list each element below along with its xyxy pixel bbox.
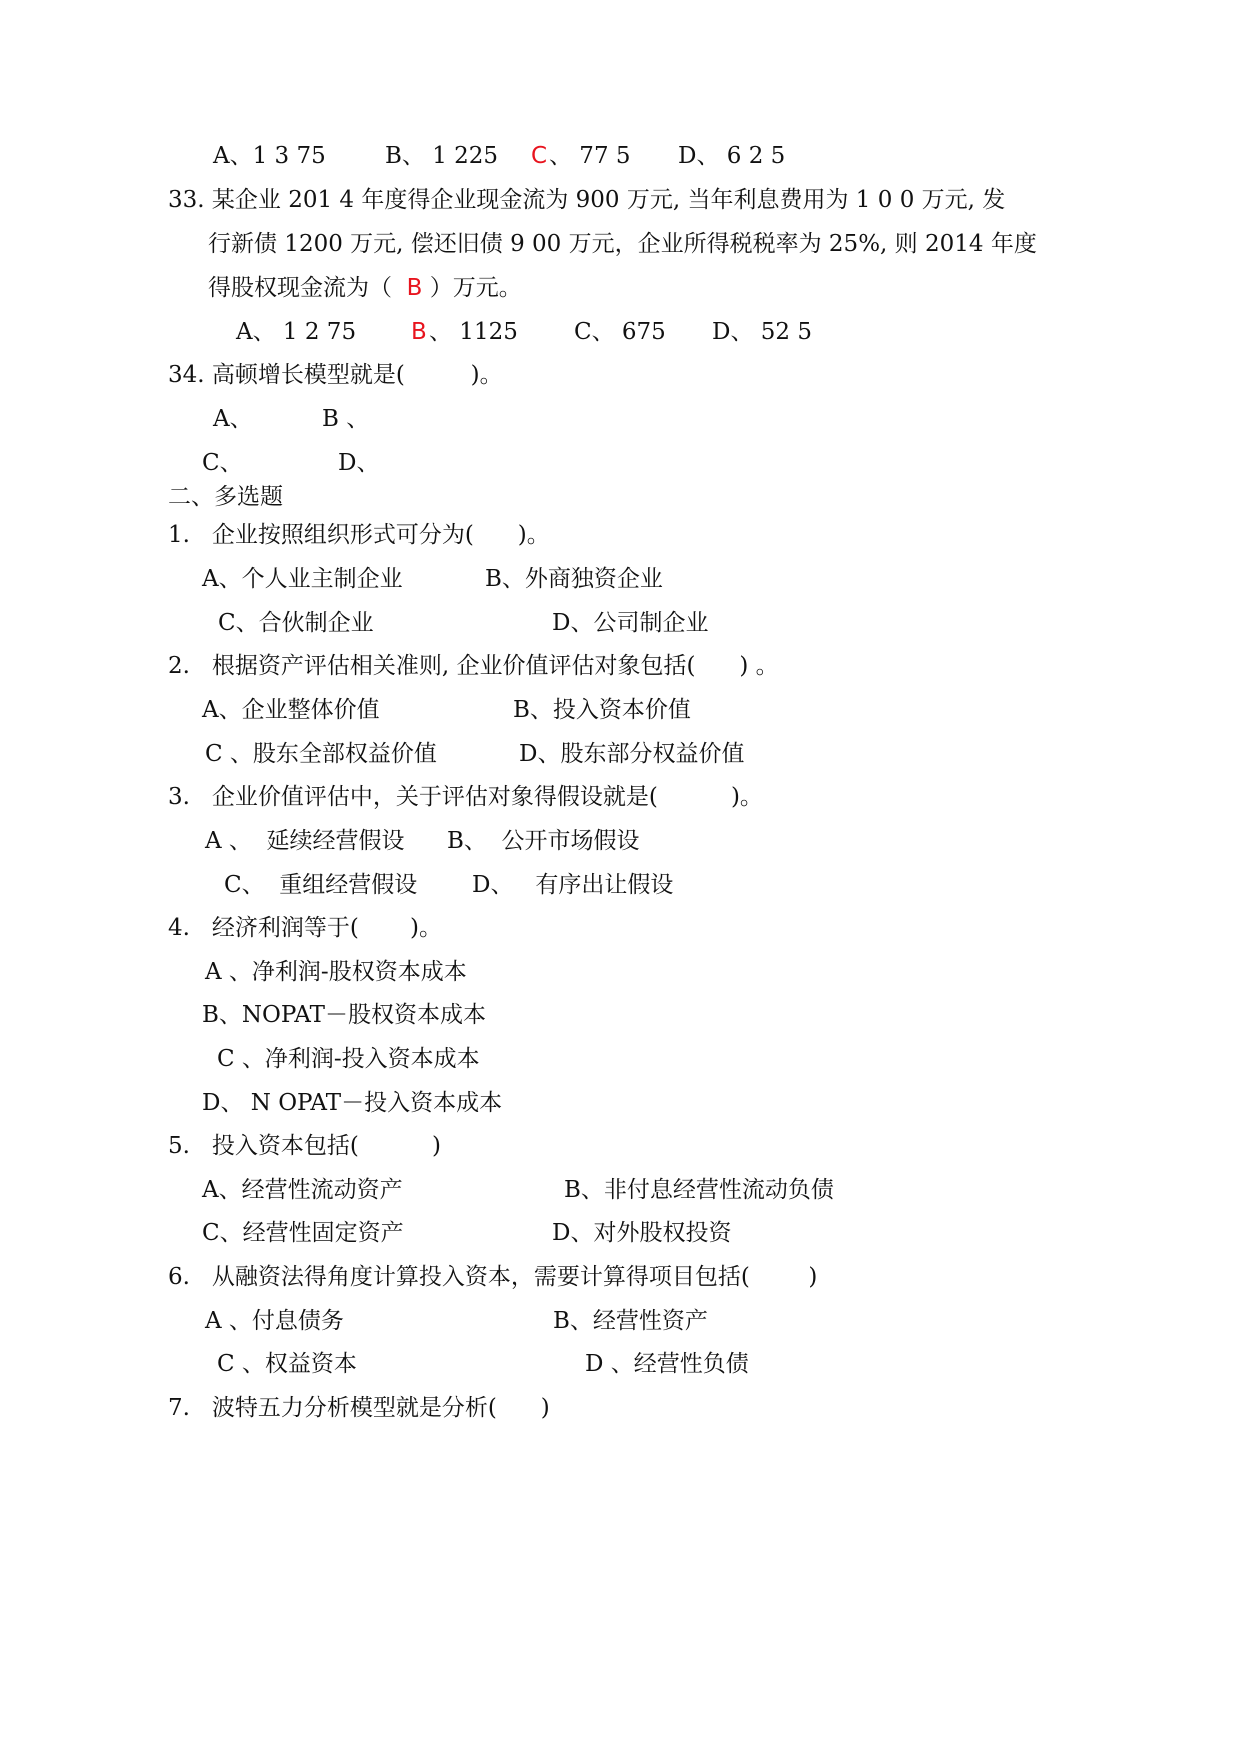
q33-stem-line3-pre: 得股权现金流为（ [208, 275, 392, 301]
q33-stem-line2: 行新债 1200 万元, 偿还旧债 9 00 万元，企业所得税税率为 25%, 则 2014 年度 [208, 231, 1037, 257]
q34-option-c: C、 [202, 450, 243, 476]
mq4-option-c: C 、净利润-投入资本成本 [217, 1046, 480, 1072]
mq2-option-c: C 、股东全部权益价值 [205, 741, 437, 767]
mq2-stem: 2. 根据资产评估相关准则, 企业价值评估对象包括( ) 。 [168, 653, 779, 679]
mq1-option-c: C、合伙制企业 [218, 610, 374, 636]
q34-stem: 34. 高顿增长模型就是( )。 [168, 362, 503, 388]
mq6-option-d: D 、经营性负债 [585, 1351, 749, 1377]
q34-option-d: D、 [338, 450, 380, 476]
mq6-option-a: A 、付息债务 [205, 1308, 344, 1334]
mq4-stem: 4. 经济利润等于( )。 [168, 915, 443, 941]
q32-option-a: A、1 3 75 [213, 143, 326, 169]
q33-answer: B [406, 275, 423, 301]
q34-option-a: A、 [213, 406, 253, 432]
mq2-option-a: A、企业整体价值 [202, 697, 380, 723]
mq4-option-d: D、 N OPAT－投入资本成本 [202, 1090, 503, 1116]
mq1-stem: 1. 企业按照组织形式可分为( )。 [168, 522, 550, 548]
mq5-option-c: C、经营性固定资产 [202, 1220, 404, 1246]
mq5-stem: 5. 投入资本包括( ) [168, 1133, 441, 1159]
mq2-option-d: D、股东部分权益价值 [519, 741, 745, 767]
q33-option-b: 、 1125 [429, 319, 518, 345]
mq4-option-a: A 、净利润-股权资本成本 [205, 959, 467, 985]
mq6-option-b: B、经营性资产 [553, 1308, 708, 1334]
q32-option-c: 、 77 5 [549, 143, 631, 169]
mq6-stem: 6. 从融资法得角度计算投入资本，需要计算得项目包括( ) [168, 1264, 818, 1290]
section-heading-multiple-choice: 二、多选题 [168, 484, 283, 510]
mq3-option-d: D、 有序出让假设 [472, 872, 674, 898]
q32-option-d: D、 6 2 5 [678, 143, 786, 169]
mq4-option-b: B、NOPAT－股权资本成本 [202, 1002, 486, 1028]
mq6-option-c: C 、权益资本 [217, 1351, 357, 1377]
mq2-option-b: B、投入资本价值 [513, 697, 691, 723]
mq7-stem: 7. 波特五力分析模型就是分析( ) [168, 1395, 550, 1421]
q34-option-b: B 、 [322, 406, 370, 432]
mq1-option-b: B、外商独资企业 [485, 566, 663, 592]
q33-stem-line1: 33. 某企业 201 4 年度得企业现金流为 900 万元, 当年利息费用为 1 0 0 万元, 发 [168, 187, 1006, 213]
mq3-stem: 3. 企业价值评估中，关于评估对象得假设就是( )。 [168, 784, 763, 810]
mq5-option-d: D、对外股权投资 [552, 1220, 732, 1246]
q33-option-d: D、 52 5 [712, 319, 812, 345]
mq1-option-a: A、个人业主制企业 [202, 566, 403, 592]
q32-answer-c: C [531, 143, 548, 169]
q33-stem-line3 [208, 273, 522, 303]
q33-answer-b: B [411, 319, 427, 345]
mq5-option-b: B、非付息经营性流动负债 [564, 1177, 834, 1203]
mq5-option-a: A、经营性流动资产 [202, 1177, 403, 1203]
q33-option-c: C、 675 [574, 319, 666, 345]
q33-option-a: A、 1 2 75 [236, 319, 357, 345]
mq3-option-a: A 、 延续经营假设 [205, 828, 405, 854]
mq3-option-c: C、 重组经营假设 [224, 872, 418, 898]
mq1-option-d: D、公司制企业 [552, 610, 709, 636]
q33-stem-line3-post: ）万元。 [429, 275, 522, 301]
q32-option-b: B、 1 225 [385, 143, 499, 169]
mq3-option-b: B、 公开市场假设 [447, 828, 640, 854]
